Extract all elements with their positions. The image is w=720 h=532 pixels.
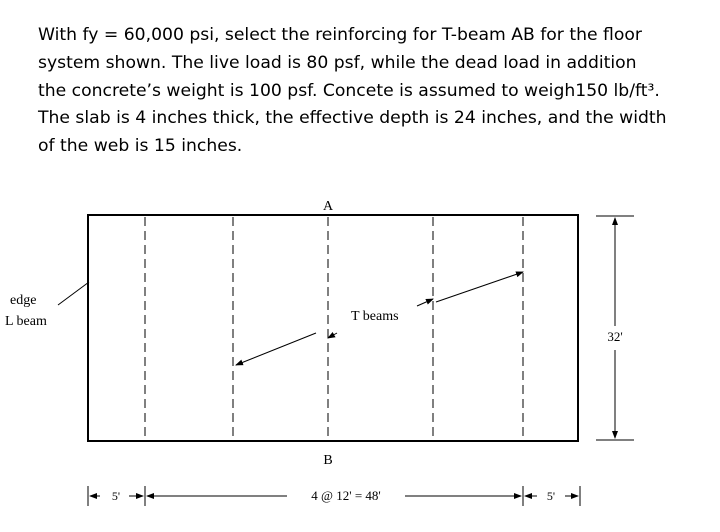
floor-plan-figure bbox=[0, 180, 720, 532]
t-beams-tick-right bbox=[417, 299, 433, 306]
label-b: B bbox=[323, 453, 333, 468]
left-dim-label: 5' bbox=[111, 489, 121, 503]
problem-line-2: system shown. The live load is 80 psf, while the dead load in addition bbox=[38, 52, 637, 73]
height-dimension bbox=[596, 216, 634, 440]
problem-line-1: With fy = 60,000 psi, select the reinforcing for T-beam AB for the floor bbox=[38, 25, 642, 45]
edge-leader bbox=[58, 282, 89, 305]
t-beams-leader-left bbox=[236, 333, 316, 365]
slab-outline bbox=[88, 215, 578, 441]
problem-line-5: of the web is 15 inches. bbox=[38, 136, 243, 157]
t-beam-lines bbox=[145, 217, 523, 439]
label-a: A bbox=[322, 199, 334, 214]
middle-dim-label: 4 @ 12' = 48' bbox=[311, 488, 381, 503]
edge-label-line2: L beam bbox=[5, 314, 47, 329]
t-beams-leader-up bbox=[436, 272, 523, 302]
t-beams-tick-ab bbox=[328, 333, 337, 338]
height-dim-label: 32' bbox=[607, 329, 623, 344]
right-dim-label: 5' bbox=[546, 489, 556, 503]
problem-statement bbox=[38, 22, 708, 161]
t-beams-label: T beams bbox=[351, 309, 399, 324]
edge-label-line1: edge bbox=[10, 293, 37, 308]
problem-line-3: the concrete’s weight is 100 psf. Concete is assumed to weigh150 lb/ft³. bbox=[38, 80, 660, 101]
problem-line-4: The slab is 4 inches thick, the effective depth is 24 inches, and the width bbox=[38, 108, 667, 129]
